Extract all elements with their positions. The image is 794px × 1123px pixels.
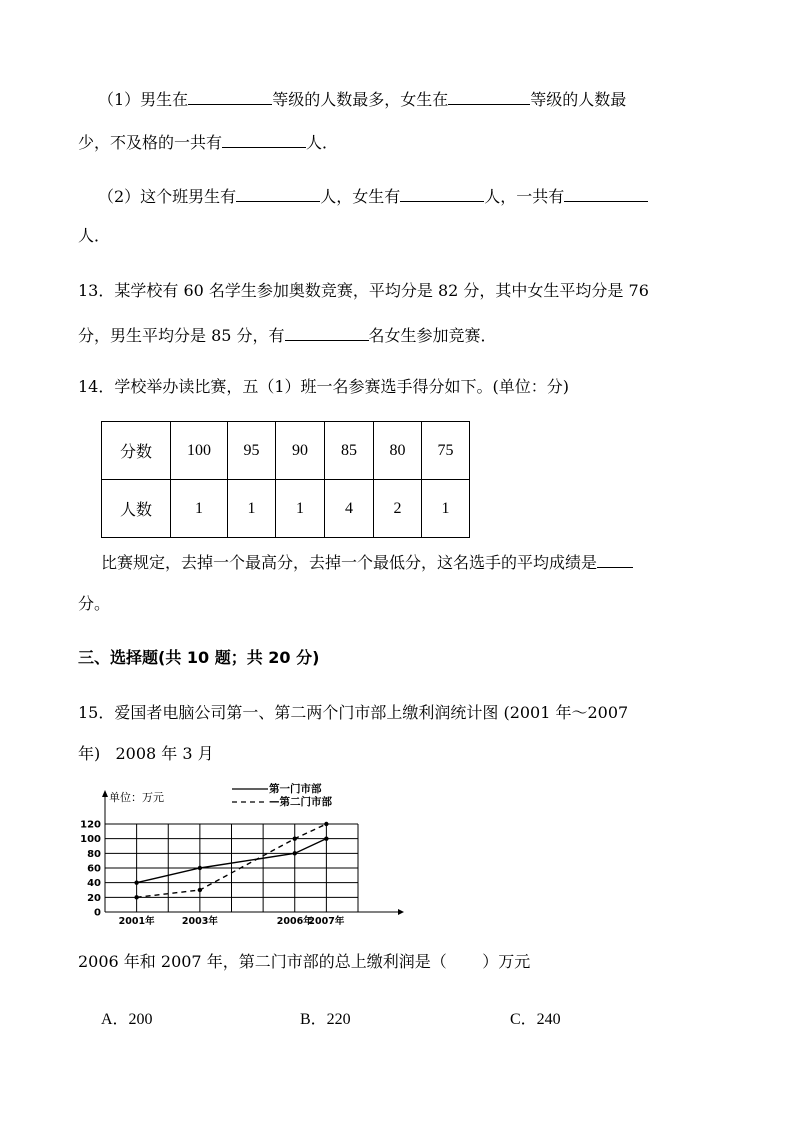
row-header: 人数 bbox=[102, 480, 171, 538]
y-axis-arrow bbox=[102, 790, 108, 797]
q13-text-a: 13．某学校有 60 名学生参加奥数竞赛，平均分是 82 分，其中女生平均分是 76 bbox=[78, 281, 649, 300]
data-point bbox=[324, 822, 328, 826]
count-cell: 2 bbox=[374, 480, 422, 538]
blank[interactable] bbox=[222, 131, 306, 148]
table-row bbox=[102, 422, 470, 480]
blank[interactable] bbox=[188, 88, 272, 105]
q15-line1 bbox=[78, 703, 628, 723]
blank[interactable] bbox=[564, 185, 648, 202]
legend-label: —第二门市部 bbox=[269, 796, 332, 808]
data-point bbox=[134, 880, 138, 884]
score-cell: 95 bbox=[228, 422, 276, 480]
data-point bbox=[293, 836, 297, 840]
y-tick-label: 100 bbox=[80, 834, 101, 846]
count-cell: 1 bbox=[422, 480, 470, 538]
blank[interactable] bbox=[285, 324, 369, 341]
chart-grid bbox=[105, 824, 358, 912]
y-tick-label: 120 bbox=[80, 819, 101, 831]
q13-line1 bbox=[78, 281, 649, 301]
q15-question bbox=[78, 952, 530, 972]
q15-line2 bbox=[78, 744, 214, 764]
q15-text-a: 15．爱国者电脑公司第一、第二两个门市部上缴利润统计图 (2001 年～2007 bbox=[78, 703, 629, 722]
x-tick-label: 2006年 bbox=[276, 916, 313, 927]
q15-text-b: 年) 2008 年 3 月 bbox=[78, 744, 214, 763]
blank[interactable] bbox=[400, 185, 484, 202]
score-cell: 90 bbox=[276, 422, 325, 480]
q12-p2-line2 bbox=[78, 226, 110, 246]
score-cell: 80 bbox=[374, 422, 422, 480]
q12-p1-text-a: （1）男生在 bbox=[98, 90, 189, 109]
q12-p1-text-e: 人． bbox=[306, 133, 339, 152]
count-cell: 1 bbox=[276, 480, 325, 538]
data-point bbox=[324, 836, 328, 840]
q14-title-text: 14．学校举办读比赛，五（1）班一名参赛选手得分如下。(单位：分) bbox=[78, 377, 570, 396]
count-cell: 1 bbox=[171, 480, 228, 538]
q14-title bbox=[78, 377, 569, 397]
row-header: 分数 bbox=[102, 422, 171, 480]
y-tick-label: 60 bbox=[87, 863, 101, 875]
blank[interactable] bbox=[236, 185, 320, 202]
q12-p2-text-a: （2）这个班男生有 bbox=[98, 187, 237, 206]
table-row bbox=[102, 480, 470, 538]
y-tick-label: 20 bbox=[87, 892, 101, 904]
q14-rule-text: 比赛规定，去掉一个最高分，去掉一个最低分，这名选手的平均成绩是 bbox=[101, 553, 598, 572]
unit-label: 单位：万元 bbox=[109, 791, 164, 804]
q12-p1-text-b: 等级的人数最多，女生在 bbox=[272, 90, 449, 109]
blank[interactable] bbox=[597, 551, 633, 568]
q12-p2-text-b: 人，女生有 bbox=[320, 187, 401, 206]
q12-p1-line1 bbox=[98, 88, 626, 110]
count-cell: 1 bbox=[228, 480, 276, 538]
q14-rule bbox=[101, 551, 633, 573]
q13-text-b: 分，男生平均分是 85 分，有 bbox=[78, 326, 285, 345]
profit-line-chart bbox=[80, 780, 410, 930]
q13-text-c: 名女生参加竞赛． bbox=[368, 326, 497, 345]
legend-label: 第一门市部 bbox=[269, 783, 322, 795]
score-table bbox=[101, 421, 470, 538]
x-tick-label: 2003年 bbox=[181, 916, 218, 927]
q13-line2 bbox=[78, 324, 497, 346]
y-tick-label: 80 bbox=[87, 848, 101, 860]
y-tick-label: 40 bbox=[87, 878, 101, 890]
q12-p1-text-d: 少，不及格的一共有 bbox=[78, 133, 223, 152]
data-point bbox=[134, 895, 138, 899]
x-tick-label: 2001年 bbox=[118, 916, 155, 927]
q12-p1-line2 bbox=[78, 131, 338, 153]
q12-p1-text-c: 等级的人数最 bbox=[530, 90, 627, 109]
q12-p2-line1 bbox=[98, 185, 648, 207]
blank[interactable] bbox=[448, 88, 530, 105]
score-cell: 75 bbox=[422, 422, 470, 480]
section-heading-text: 三、选择题(共 10 题；共 20 分) bbox=[78, 648, 320, 667]
option-c[interactable]: C．240 bbox=[510, 1011, 561, 1028]
data-point bbox=[198, 866, 202, 870]
option-b[interactable]: B．220 bbox=[300, 1011, 351, 1028]
section-heading bbox=[78, 648, 319, 668]
count-cell: 4 bbox=[325, 480, 374, 538]
x-axis-arrow bbox=[398, 909, 404, 915]
option-a[interactable]: A．200 bbox=[101, 1011, 153, 1028]
data-point bbox=[198, 888, 202, 892]
data-point bbox=[293, 851, 297, 855]
score-cell: 100 bbox=[171, 422, 228, 480]
score-cell: 85 bbox=[325, 422, 374, 480]
q15-question-text: 2006 年和 2007 年，第二门市部的总上缴利润是（ ）万元 bbox=[78, 952, 531, 971]
q14-unit-text: 分。 bbox=[78, 594, 111, 613]
x-tick-label: 2007年 bbox=[308, 916, 345, 927]
chart-labels bbox=[80, 782, 345, 927]
q14-unit bbox=[78, 594, 110, 614]
q12-p2-text-c: 人，一共有 bbox=[484, 187, 565, 206]
q12-p2-text-d: 人． bbox=[78, 226, 111, 245]
y-tick-label: 0 bbox=[94, 907, 101, 919]
